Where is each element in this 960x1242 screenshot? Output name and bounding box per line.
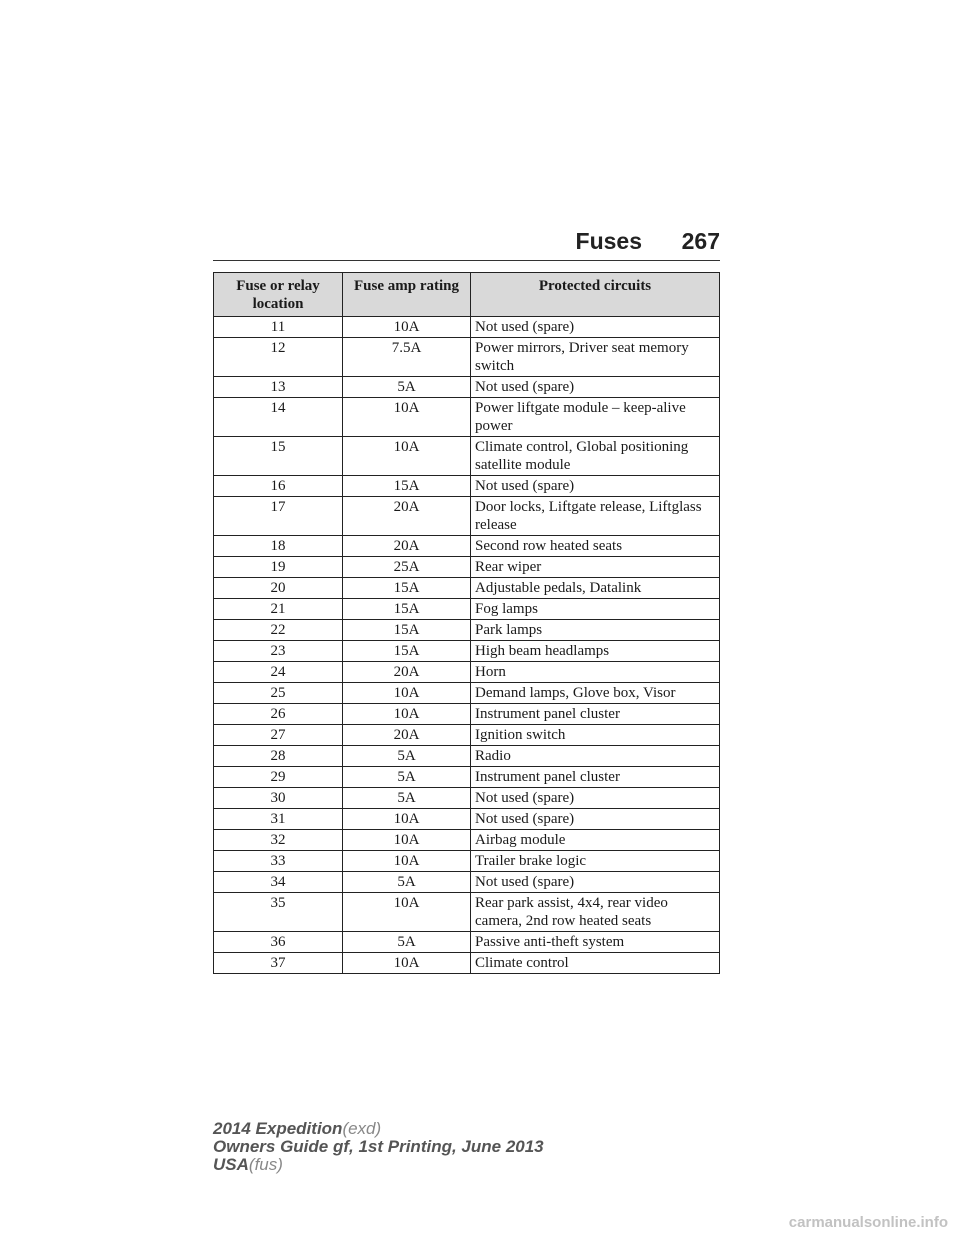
fuse-location-cell: 30 xyxy=(214,788,343,809)
fuse-rating-cell: 25A xyxy=(343,557,471,578)
fuse-location-cell: 34 xyxy=(214,872,343,893)
protected-circuits-cell: Horn xyxy=(471,662,720,683)
fuse-rating-cell: 15A xyxy=(343,599,471,620)
table-row xyxy=(214,620,720,641)
fuse-location-cell: 27 xyxy=(214,725,343,746)
table-row xyxy=(214,932,720,953)
footer-model-code: (exd) xyxy=(342,1119,382,1138)
fuse-rating-cell: 5A xyxy=(343,872,471,893)
fuse-location-cell: 35 xyxy=(214,893,343,932)
table-row xyxy=(214,476,720,497)
fuse-rating-cell: 5A xyxy=(343,746,471,767)
protected-circuits-cell: Climate control, Global positioning satellite module xyxy=(471,437,720,476)
fuse-location-cell: 33 xyxy=(214,851,343,872)
protected-circuits-cell: Radio xyxy=(471,746,720,767)
protected-circuits-cell: Adjustable pedals, Datalink xyxy=(471,578,720,599)
protected-circuits-cell: Ignition switch xyxy=(471,725,720,746)
fuse-table-body xyxy=(214,317,720,974)
protected-circuits-cell: Second row heated seats xyxy=(471,536,720,557)
table-row xyxy=(214,725,720,746)
fuse-rating-cell: 15A xyxy=(343,620,471,641)
table-header-row xyxy=(214,273,720,317)
table-row xyxy=(214,662,720,683)
fuse-rating-cell: 7.5A xyxy=(343,338,471,377)
fuse-location-cell: 11 xyxy=(214,317,343,338)
protected-circuits-cell: Rear park assist, 4x4, rear video camera, 2nd row heated seats xyxy=(471,893,720,932)
fuse-rating-cell: 20A xyxy=(343,497,471,536)
table-row xyxy=(214,338,720,377)
table-row xyxy=(214,746,720,767)
protected-circuits-cell: Demand lamps, Glove box, Visor xyxy=(471,683,720,704)
table-row xyxy=(214,788,720,809)
fuse-location-cell: 17 xyxy=(214,497,343,536)
fuse-location-cell: 19 xyxy=(214,557,343,578)
table-row xyxy=(214,377,720,398)
fuse-location-cell: 36 xyxy=(214,932,343,953)
table-row xyxy=(214,557,720,578)
protected-circuits-cell: Not used (spare) xyxy=(471,872,720,893)
fuse-table xyxy=(213,272,720,974)
fuse-rating-cell: 15A xyxy=(343,476,471,497)
fuse-location-cell: 14 xyxy=(214,398,343,437)
protected-circuits-cell: Not used (spare) xyxy=(471,317,720,338)
fuse-location-cell: 20 xyxy=(214,578,343,599)
fuse-rating-cell: 5A xyxy=(343,767,471,788)
protected-circuits-cell: Airbag module xyxy=(471,830,720,851)
footer-line-2 xyxy=(213,1138,544,1156)
table-row xyxy=(214,497,720,536)
watermark: carmanualsonline.info xyxy=(788,1214,948,1231)
protected-circuits-cell: Not used (spare) xyxy=(471,377,720,398)
protected-circuits-cell: Power liftgate module – keep-alive power xyxy=(471,398,720,437)
fuse-rating-cell: 20A xyxy=(343,536,471,557)
fuse-location-cell: 31 xyxy=(214,809,343,830)
protected-circuits-cell: Instrument panel cluster xyxy=(471,767,720,788)
table-row xyxy=(214,437,720,476)
page-header xyxy=(213,226,720,261)
table-row xyxy=(214,953,720,974)
fuse-location-cell: 22 xyxy=(214,620,343,641)
page-footer xyxy=(213,1120,544,1174)
column-header-location: Fuse or relay location xyxy=(214,273,343,317)
fuse-location-cell: 26 xyxy=(214,704,343,725)
column-header-circuits: Protected circuits xyxy=(471,273,720,317)
fuse-rating-cell: 20A xyxy=(343,725,471,746)
protected-circuits-cell: Trailer brake logic xyxy=(471,851,720,872)
protected-circuits-cell: Not used (spare) xyxy=(471,809,720,830)
fuse-location-cell: 28 xyxy=(214,746,343,767)
fuse-rating-cell: 10A xyxy=(343,830,471,851)
table-row xyxy=(214,809,720,830)
protected-circuits-cell: Not used (spare) xyxy=(471,788,720,809)
protected-circuits-cell: Passive anti-theft system xyxy=(471,932,720,953)
fuse-rating-cell: 10A xyxy=(343,317,471,338)
fuse-rating-cell: 10A xyxy=(343,683,471,704)
protected-circuits-cell: Rear wiper xyxy=(471,557,720,578)
table-row xyxy=(214,893,720,932)
footer-market: USA xyxy=(213,1155,249,1174)
fuse-location-cell: 24 xyxy=(214,662,343,683)
footer-line-1 xyxy=(213,1120,544,1138)
table-row xyxy=(214,317,720,338)
fuse-location-cell: 16 xyxy=(214,476,343,497)
fuse-rating-cell: 10A xyxy=(343,851,471,872)
fuse-rating-cell: 5A xyxy=(343,932,471,953)
table-row xyxy=(214,578,720,599)
protected-circuits-cell: Park lamps xyxy=(471,620,720,641)
fuse-rating-cell: 15A xyxy=(343,641,471,662)
footer-market-code: (fus) xyxy=(248,1155,283,1174)
footer-printing: Owners Guide gf, 1st Printing, June 2013 xyxy=(213,1137,544,1156)
column-header-rating: Fuse amp rating xyxy=(343,273,471,317)
protected-circuits-cell: Not used (spare) xyxy=(471,476,720,497)
footer-line-3 xyxy=(213,1156,544,1174)
protected-circuits-cell: Fog lamps xyxy=(471,599,720,620)
section-title: Fuses xyxy=(575,228,642,254)
fuse-location-cell: 32 xyxy=(214,830,343,851)
fuse-location-cell: 37 xyxy=(214,953,343,974)
protected-circuits-cell: Power mirrors, Driver seat memory switch xyxy=(471,338,720,377)
protected-circuits-cell: High beam headlamps xyxy=(471,641,720,662)
fuse-rating-cell: 15A xyxy=(343,578,471,599)
table-row xyxy=(214,830,720,851)
fuse-rating-cell: 10A xyxy=(343,437,471,476)
fuse-rating-cell: 20A xyxy=(343,662,471,683)
fuse-location-cell: 23 xyxy=(214,641,343,662)
fuse-location-cell: 21 xyxy=(214,599,343,620)
fuse-location-cell: 12 xyxy=(214,338,343,377)
table-row xyxy=(214,767,720,788)
table-row xyxy=(214,599,720,620)
fuse-rating-cell: 10A xyxy=(343,893,471,932)
fuse-rating-cell: 5A xyxy=(343,788,471,809)
fuse-rating-cell: 5A xyxy=(343,377,471,398)
fuse-rating-cell: 10A xyxy=(343,398,471,437)
footer-model: 2014 Expedition xyxy=(213,1119,343,1138)
fuse-rating-cell: 10A xyxy=(343,953,471,974)
table-row xyxy=(214,851,720,872)
fuse-rating-cell: 10A xyxy=(343,704,471,725)
protected-circuits-cell: Instrument panel cluster xyxy=(471,704,720,725)
fuse-rating-cell: 10A xyxy=(343,809,471,830)
protected-circuits-cell: Door locks, Liftgate release, Liftglass release xyxy=(471,497,720,536)
page-number: 267 xyxy=(681,228,720,254)
fuse-location-cell: 25 xyxy=(214,683,343,704)
fuse-location-cell: 29 xyxy=(214,767,343,788)
table-row xyxy=(214,398,720,437)
table-row xyxy=(214,536,720,557)
table-row xyxy=(214,641,720,662)
table-row xyxy=(214,704,720,725)
table-row xyxy=(214,872,720,893)
fuse-location-cell: 13 xyxy=(214,377,343,398)
fuse-location-cell: 15 xyxy=(214,437,343,476)
fuse-location-cell: 18 xyxy=(214,536,343,557)
protected-circuits-cell: Climate control xyxy=(471,953,720,974)
table-row xyxy=(214,683,720,704)
